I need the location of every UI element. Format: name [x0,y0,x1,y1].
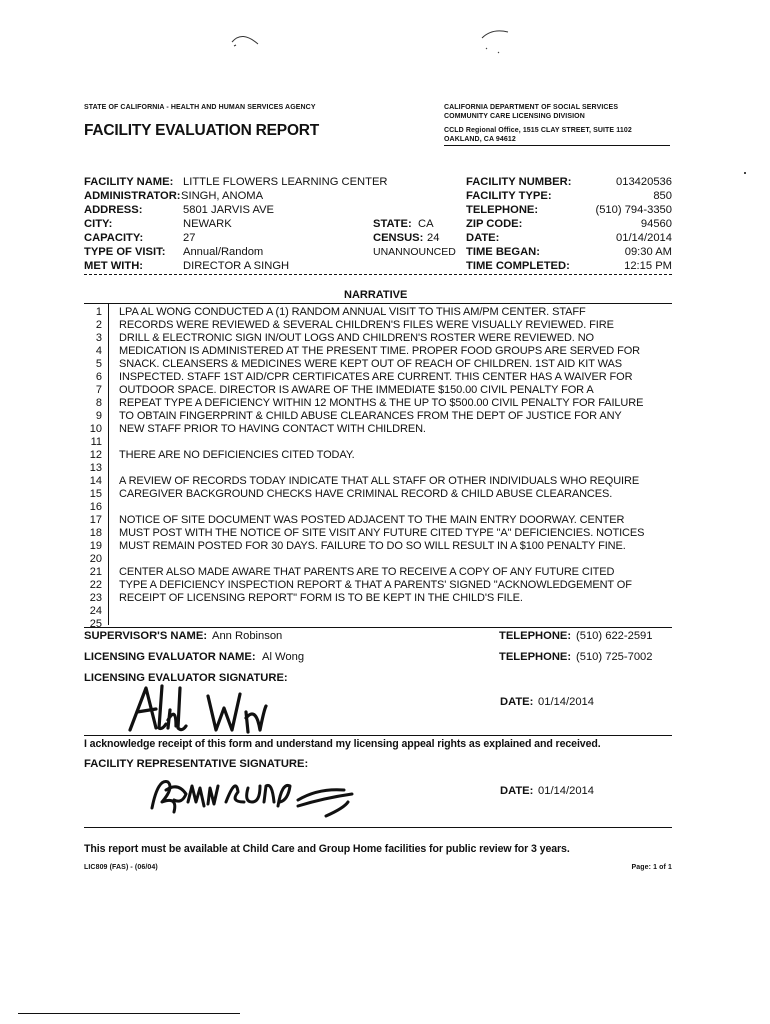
line-number: 11 [90,436,102,448]
capacity-label: CAPACITY: [84,232,144,244]
evaluator-signature-rule [84,735,672,736]
zip-code-label: ZIP CODE: [466,218,523,230]
line-number: 9 [95,410,102,422]
evaluator-date-label: DATE: [500,696,534,708]
representative-date: 01/14/2014 [538,785,594,797]
administrator-label: ADMINISTRATOR: [84,190,181,202]
supervisor-name: Ann Robinson [212,630,283,642]
city-value: NEWARK [183,218,232,230]
narrative-line: TYPE A DEFICIENCY INSPECTION REPORT & THAT A PARENTS' SIGNED "ACKNOWLEDGEMENT OF [119,579,632,591]
facility-type-value: 850 [653,190,672,202]
scan-dot [744,172,746,174]
narrative-line: DRILL & ELECTRONIC SIGN IN/OUT LOGS AND CHILDREN'S ROSTER WERE REVIEWED. NO [119,332,595,344]
supervisor-telephone: (510) 622-2591 [576,630,653,642]
narrative-line: A REVIEW OF RECORDS TODAY INDICATE THAT ALL STAFF OR OTHER INDIVIDUALS WHO REQUIRE [119,475,640,487]
zip-code-value: 94560 [640,218,672,230]
line-number: 8 [95,397,102,409]
line-number: 22 [89,579,102,591]
telephone-label: TELEPHONE: [466,204,539,216]
address-label: ADDRESS: [84,204,143,216]
line-number: 7 [95,384,102,396]
regional-office-address: CCLD Regional Office, 1515 CLAY STREET, SUITE 1102 [444,127,632,134]
line-number: 20 [89,553,102,565]
facility-type-label: FACILITY TYPE: [466,190,552,202]
narrative-bottom-rule [84,627,672,628]
representative-signature-rule [84,827,672,828]
facility-name: LITTLE FLOWERS LEARNING CENTER [183,176,388,188]
line-number: 17 [89,514,102,526]
evaluator-telephone-label: TELEPHONE: [499,651,572,663]
met-with-label: MET WITH: [84,260,144,272]
narrative-line: MUST POST WITH THE NOTICE OF SITE VISIT ANY FUTURE CITED TYPE "A" DEFICIENCIES. NOTICES [119,527,645,539]
line-number: 24 [89,605,102,617]
scan-mark [478,26,518,58]
regional-office-city: OAKLAND, CA 94612 [444,136,516,143]
address-value: 5801 JARVIS AVE [183,204,275,216]
line-number: 23 [89,592,102,604]
narrative-line: TO OBTAIN FINGERPRINT & CHILD ABUSE CLEARANCES FROM THE DEPT OF JUSTICE FOR ANY [119,410,622,422]
narrative-line: CAREGIVER BACKGROUND CHECKS HAVE CRIMINAL RECORD & CHILD ABUSE CLEARANCES. [119,488,613,500]
line-number: 25 [89,618,102,630]
line-number: 19 [89,540,102,552]
line-number: 16 [89,501,102,513]
line-number: 2 [95,319,102,331]
visit-type-value: Annual/Random [183,246,264,258]
line-number: 4 [95,345,102,357]
evaluator-name-label: LICENSING EVALUATOR NAME: [84,651,256,663]
narrative-line: LPA AL WONG CONDUCTED A (1) RANDOM ANNUAL VISIT TO THIS AM/PM CENTER. STAFF [119,306,586,318]
visit-type-label: TYPE OF VISIT: [84,246,166,258]
form-identifier: LIC809 (FAS) - (06/04) [84,864,158,871]
narrative-line-number-divider [108,304,109,625]
evaluator-date: 01/14/2014 [538,696,594,708]
department-name: CALIFORNIA DEPARTMENT OF SOCIAL SERVICES [444,104,619,111]
representative-signature [148,772,362,820]
narrative-line: SNACK. CLEANSERS & MEDICINES WERE KEPT OUT OF REACH OF CHILDREN. 1ST AID KIT WAS [119,358,622,370]
facility-number-value: 013420536 [616,176,672,188]
line-number: 18 [89,527,102,539]
page-edge-mark [18,1013,240,1014]
agency-name: STATE OF CALIFORNIA - HEALTH AND HUMAN SERVICES AGENCY [84,104,316,111]
line-number: 12 [89,449,102,461]
supervisor-name-label: SUPERVISOR'S NAME: [84,630,208,642]
scan-mark [228,28,268,50]
supervisor-telephone-label: TELEPHONE: [499,630,572,642]
facility-name-label: FACILITY NAME: [84,176,174,188]
line-number: 10 [89,423,102,435]
narrative-line: MUST REMAIN POSTED FOR 30 DAYS. FAILURE TO DO SO WILL RESULT IN A $100 PENALTY FINE. [119,540,626,552]
public-review-notice: This report must be available at Child Care and Group Home facilities for public review for 3 years. [84,843,570,855]
line-number: 13 [89,462,102,474]
narrative-line: REPEAT TYPE A DEFICIENCY WITHIN 12 MONTHS & THE UP TO $500.00 CIVIL PENALTY FOR FAILURE [119,397,644,409]
line-number: 15 [89,488,102,500]
line-number: 3 [95,332,102,344]
division-name: COMMUNITY CARE LICENSING DIVISION [444,113,585,120]
line-number: 21 [89,566,102,578]
narrative-heading: NARRATIVE [344,289,408,301]
narrative-line: MEDICATION IS ADMINISTERED AT THE PRESENT TIME. PROPER FOOD GROUPS ARE SERVED FOR [119,345,641,357]
state-value: CA [418,218,434,230]
acknowledgement-text: I acknowledge receipt of this form and understand my licensing appeal rights as explained and received. [84,738,601,750]
line-number: 6 [95,371,102,383]
narrative-line: CENTER ALSO MADE AWARE THAT PARENTS ARE TO RECEIVE A COPY OF ANY FUTURE CITED [119,566,615,578]
time-began-value: 09:30 AM [624,246,672,258]
narrative-line: INSPECTED. STAFF 1ST AID/CPR CERTIFICATES ARE CURRENT. THIS CENTER HAS A WAIVER FOR [119,371,633,383]
time-began-label: TIME BEGAN: [466,246,540,258]
narrative-line: THERE ARE NO DEFICIENCIES CITED TODAY. [119,449,355,461]
administrator-name: SINGH, ANOMA [181,190,264,202]
evaluator-name: Al Wong [262,651,305,663]
date-label: DATE: [466,232,500,244]
page-number: Page: 1 of 1 [631,864,672,871]
time-completed-label: TIME COMPLETED: [466,260,570,272]
met-with-value: DIRECTOR A SINGH [183,260,290,272]
narrative-top-rule [84,303,672,304]
narrative-line: OUTDOOR SPACE. DIRECTOR IS AWARE OF THE IMMEDIATE $150.00 CIVIL PENALTY FOR A [119,384,594,396]
census-label: CENSUS: [373,232,424,244]
header-rule [444,145,670,146]
narrative-line: RECEIPT OF LICENSING REPORT" FORM IS TO BE KEPT IN THE CHILD'S FILE. [119,592,523,604]
narrative-line: NOTICE OF SITE DOCUMENT WAS POSTED ADJACENT TO THE MAIN ENTRY DOORWAY. CENTER [119,514,625,526]
telephone-value: (510) 794-3350 [595,204,672,216]
time-completed-value: 12:15 PM [624,260,672,272]
state-label: STATE: [373,218,412,230]
line-number: 1 [95,306,102,318]
representative-signature-label: FACILITY REPRESENTATIVE SIGNATURE: [84,758,309,770]
capacity-value: 27 [183,232,196,244]
census-value: 24 [427,232,440,244]
line-number: 14 [89,475,102,487]
narrative-line: NEW STAFF PRIOR TO HAVING CONTACT WITH CHILDREN. [119,423,426,435]
facility-info-rule [84,274,672,275]
evaluator-signature [126,682,286,736]
line-number: 5 [95,358,102,370]
narrative-line: RECORDS WERE REVIEWED & SEVERAL CHILDREN'S FILES WERE VISUALLY REVIEWED. FIRE [119,319,614,331]
representative-date-label: DATE: [500,785,534,797]
date-value: 01/14/2014 [616,232,672,244]
facility-number-label: FACILITY NUMBER: [466,176,572,188]
report-title: FACILITY EVALUATION REPORT [84,122,320,139]
evaluator-telephone: (510) 725-7002 [576,651,653,663]
evaluator-signature-label: LICENSING EVALUATOR SIGNATURE: [84,672,288,684]
city-label: CITY: [84,218,113,230]
unannounced-label: UNANNOUNCED [373,246,456,258]
